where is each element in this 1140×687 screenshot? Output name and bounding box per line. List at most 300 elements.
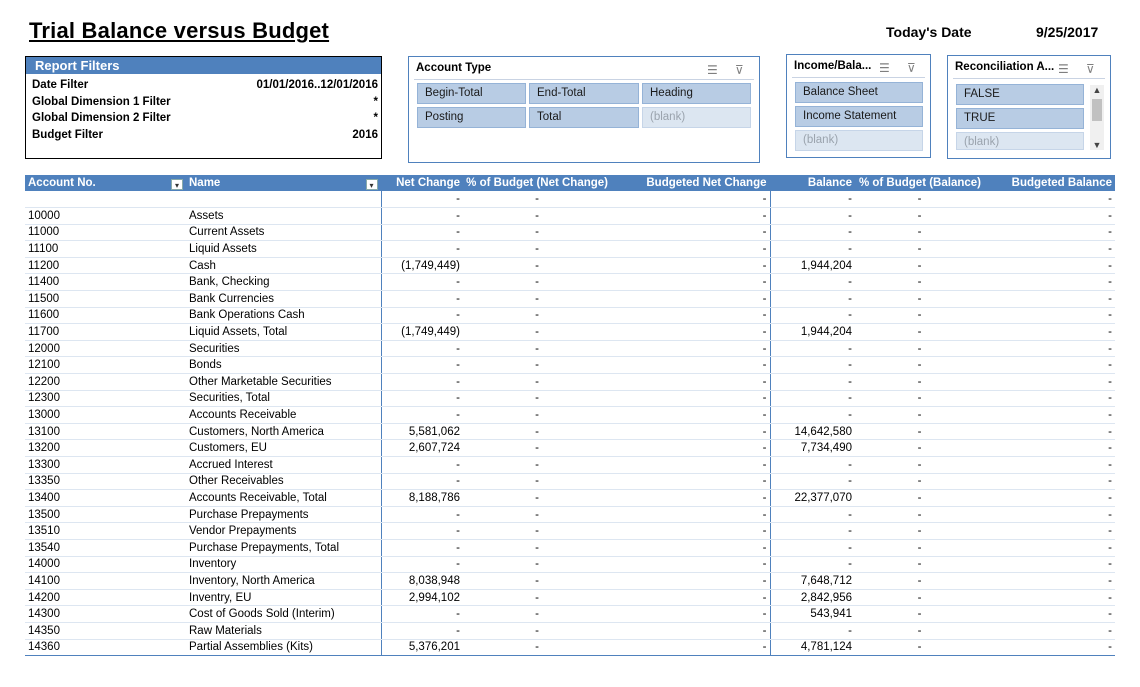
clear-filter-icon[interactable]: ⊽ xyxy=(735,63,744,77)
filter-value[interactable]: * xyxy=(373,112,378,124)
cell-budgeted-net-change[interactable]: - xyxy=(611,274,770,291)
cell-budgeted-balance[interactable]: - xyxy=(984,490,1115,507)
cell-budgeted-balance[interactable]: - xyxy=(984,556,1115,573)
cell-budgeted-balance[interactable]: - xyxy=(984,324,1115,341)
cell-account-no[interactable]: 11400 xyxy=(25,274,186,291)
multi-select-icon[interactable]: ☰ xyxy=(879,61,890,75)
filter-label: Budget Filter xyxy=(32,128,103,141)
cell-pct-budget-net-change[interactable]: - xyxy=(463,274,611,291)
table-row[interactable] xyxy=(25,307,1115,324)
slicer-item[interactable]: (blank) xyxy=(956,132,1084,150)
cell-pct-budget-balance[interactable]: - xyxy=(855,606,984,623)
clear-filter-icon[interactable]: ⊽ xyxy=(1086,62,1095,76)
column-header-balance[interactable]: Balance xyxy=(770,175,855,191)
cell-net-change[interactable]: - xyxy=(381,606,463,623)
table-row[interactable] xyxy=(25,506,1115,523)
cell-budgeted-balance[interactable]: - xyxy=(984,539,1115,556)
slicer-scrollbar[interactable] xyxy=(1090,85,1104,150)
cell-budgeted-net-change[interactable]: - xyxy=(611,208,770,225)
cell-budgeted-net-change[interactable]: - xyxy=(611,407,770,424)
cell-budgeted-net-change[interactable]: - xyxy=(611,390,770,407)
slicer-item[interactable]: Heading xyxy=(642,83,751,104)
cell-pct-budget-balance[interactable]: - xyxy=(855,224,984,241)
cell-budgeted-balance[interactable]: - xyxy=(984,606,1115,623)
cell-pct-budget-balance[interactable]: - xyxy=(855,407,984,424)
slicer-item[interactable]: End-Total xyxy=(529,83,639,104)
table-row[interactable] xyxy=(25,473,1115,490)
cell-budgeted-balance[interactable]: - xyxy=(984,589,1115,606)
cell-balance[interactable]: 2,842,956 xyxy=(770,589,855,606)
cell-budgeted-balance[interactable]: - xyxy=(984,291,1115,308)
table-row[interactable] xyxy=(25,208,1115,225)
column-header-account-no[interactable]: Account No. ▾ xyxy=(25,175,186,191)
cell-budgeted-net-change[interactable]: - xyxy=(611,440,770,457)
cell-pct-budget-balance[interactable]: - xyxy=(855,191,984,208)
cell-name[interactable]: Accounts Receivable xyxy=(186,407,381,424)
cell-account-no[interactable]: 11700 xyxy=(25,324,186,341)
cell-balance[interactable]: - xyxy=(770,506,855,523)
cell-pct-budget-net-change[interactable]: - xyxy=(463,208,611,225)
scroll-down-icon[interactable]: ▼ xyxy=(1092,140,1102,150)
cell-pct-budget-net-change[interactable]: - xyxy=(463,191,611,208)
cell-name[interactable]: Purchase Prepayments, Total xyxy=(186,539,381,556)
cell-budgeted-net-change[interactable]: - xyxy=(611,457,770,474)
column-header-budgeted-balance[interactable]: Budgeted Balance xyxy=(984,175,1115,191)
cell-budgeted-net-change[interactable]: - xyxy=(611,324,770,341)
todays-date-value[interactable]: 9/25/2017 xyxy=(1036,24,1099,40)
cell-pct-budget-net-change[interactable]: - xyxy=(463,224,611,241)
cell-account-no[interactable]: 13100 xyxy=(25,423,186,440)
cell-budgeted-balance[interactable]: - xyxy=(984,440,1115,457)
cell-budgeted-net-change[interactable]: - xyxy=(611,340,770,357)
slicer-item[interactable]: (blank) xyxy=(795,130,923,151)
cell-balance[interactable]: 543,941 xyxy=(770,606,855,623)
cell-account-no[interactable]: 14300 xyxy=(25,606,186,623)
cell-name[interactable]: Cash xyxy=(186,257,381,274)
column-header-name[interactable]: Name ▾ xyxy=(186,175,381,191)
cell-net-change[interactable]: - xyxy=(381,357,463,374)
cell-budgeted-balance[interactable]: - xyxy=(984,208,1115,225)
column-header-pct-budget-net-change[interactable]: % of Budget (Net Change) xyxy=(463,175,611,191)
cell-account-no[interactable]: 13200 xyxy=(25,440,186,457)
table-row[interactable] xyxy=(25,523,1115,540)
cell-account-no[interactable]: 11600 xyxy=(25,307,186,324)
filter-value[interactable]: 01/01/2016..12/01/2016 xyxy=(256,79,378,91)
cell-budgeted-net-change[interactable]: - xyxy=(611,606,770,623)
cell-budgeted-balance[interactable]: - xyxy=(984,473,1115,490)
cell-budgeted-balance[interactable]: - xyxy=(984,257,1115,274)
cell-pct-budget-net-change[interactable]: - xyxy=(463,556,611,573)
cell-net-change[interactable]: 8,038,948 xyxy=(381,573,463,590)
slicer-item[interactable]: (blank) xyxy=(642,107,751,128)
cell-pct-budget-net-change[interactable]: - xyxy=(463,506,611,523)
cell-balance[interactable]: 7,648,712 xyxy=(770,573,855,590)
cell-account-no[interactable]: 14000 xyxy=(25,556,186,573)
table-row[interactable] xyxy=(25,573,1115,590)
cell-name[interactable]: Other Marketable Securities xyxy=(186,374,381,391)
cell-name[interactable]: Liquid Assets xyxy=(186,241,381,258)
cell-pct-budget-net-change[interactable]: - xyxy=(463,291,611,308)
cell-name[interactable]: Accounts Receivable, Total xyxy=(186,490,381,507)
cell-net-change[interactable]: 2,994,102 xyxy=(381,589,463,606)
cell-account-no[interactable]: 11500 xyxy=(25,291,186,308)
cell-budgeted-balance[interactable]: - xyxy=(984,191,1115,208)
cell-pct-budget-net-change[interactable]: - xyxy=(463,473,611,490)
cell-pct-budget-net-change[interactable]: - xyxy=(463,440,611,457)
cell-balance[interactable]: - xyxy=(770,208,855,225)
cell-budgeted-net-change[interactable]: - xyxy=(611,224,770,241)
table-row[interactable] xyxy=(25,324,1115,341)
filter-row-dim1 xyxy=(26,94,381,111)
cell-pct-budget-balance[interactable]: - xyxy=(855,457,984,474)
cell-budgeted-net-change[interactable]: - xyxy=(611,241,770,258)
cell-net-change[interactable]: 5,581,062 xyxy=(381,423,463,440)
cell-budgeted-balance[interactable]: - xyxy=(984,506,1115,523)
cell-pct-budget-balance[interactable]: - xyxy=(855,539,984,556)
cell-name[interactable]: Accrued Interest xyxy=(186,457,381,474)
cell-pct-budget-balance[interactable]: - xyxy=(855,357,984,374)
cell-pct-budget-balance[interactable]: - xyxy=(855,257,984,274)
cell-balance[interactable]: - xyxy=(770,274,855,291)
multi-select-icon[interactable]: ☰ xyxy=(1058,62,1069,76)
table-row[interactable] xyxy=(25,423,1115,440)
cell-pct-budget-balance[interactable]: - xyxy=(855,506,984,523)
cell-balance[interactable]: - xyxy=(770,473,855,490)
cell-budgeted-net-change[interactable]: - xyxy=(611,556,770,573)
cell-account-no[interactable]: 11000 xyxy=(25,224,186,241)
cell-pct-budget-net-change[interactable]: - xyxy=(463,357,611,374)
cell-budgeted-balance[interactable]: - xyxy=(984,357,1115,374)
cell-account-no[interactable]: 13540 xyxy=(25,539,186,556)
table-row[interactable] xyxy=(25,457,1115,474)
cell-balance[interactable]: 4,781,124 xyxy=(770,639,855,656)
cell-name[interactable] xyxy=(186,191,381,208)
cell-account-no[interactable]: 13500 xyxy=(25,506,186,523)
cell-name[interactable]: Bank Operations Cash xyxy=(186,307,381,324)
cell-balance[interactable]: - xyxy=(770,390,855,407)
cell-budgeted-net-change[interactable]: - xyxy=(611,423,770,440)
cell-budgeted-balance[interactable]: - xyxy=(984,307,1115,324)
column-header-net-change[interactable]: Net Change xyxy=(381,175,463,191)
cell-net-change[interactable]: 8,188,786 xyxy=(381,490,463,507)
cell-name[interactable]: Partial Assemblies (Kits) xyxy=(186,639,381,656)
cell-budgeted-net-change[interactable]: - xyxy=(611,473,770,490)
column-header-pct-budget-balance[interactable]: % of Budget (Balance) xyxy=(855,175,984,191)
cell-pct-budget-net-change[interactable]: - xyxy=(463,622,611,639)
cell-net-change[interactable]: - xyxy=(381,457,463,474)
cell-budgeted-balance[interactable]: - xyxy=(984,523,1115,540)
cell-pct-budget-net-change[interactable]: - xyxy=(463,457,611,474)
cell-account-no[interactable]: 12100 xyxy=(25,357,186,374)
cell-budgeted-net-change[interactable]: - xyxy=(611,357,770,374)
cell-name[interactable]: Cost of Goods Sold (Interim) xyxy=(186,606,381,623)
cell-balance[interactable]: - xyxy=(770,357,855,374)
cell-net-change[interactable]: (1,749,449) xyxy=(381,324,463,341)
slicer-divider xyxy=(414,79,754,80)
cell-balance[interactable]: 1,944,204 xyxy=(770,257,855,274)
cell-budgeted-balance[interactable]: - xyxy=(984,374,1115,391)
cell-pct-budget-balance[interactable]: - xyxy=(855,440,984,457)
cell-pct-budget-balance[interactable]: - xyxy=(855,622,984,639)
cell-account-no[interactable]: 14360 xyxy=(25,639,186,656)
cell-budgeted-net-change[interactable]: - xyxy=(611,374,770,391)
cell-budgeted-net-change[interactable]: - xyxy=(611,257,770,274)
cell-account-no[interactable]: 12300 xyxy=(25,390,186,407)
cell-pct-budget-net-change[interactable]: - xyxy=(463,589,611,606)
filter-row-date xyxy=(26,77,381,94)
cell-budgeted-net-change[interactable]: - xyxy=(611,639,770,656)
clear-filter-icon[interactable]: ⊽ xyxy=(907,61,916,75)
cell-pct-budget-balance[interactable]: - xyxy=(855,423,984,440)
slicer-item[interactable]: Income Statement xyxy=(795,106,923,127)
cell-net-change[interactable]: - xyxy=(381,191,463,208)
cell-pct-budget-net-change[interactable]: - xyxy=(463,606,611,623)
cell-net-change[interactable]: - xyxy=(381,539,463,556)
cell-name[interactable]: Assets xyxy=(186,208,381,225)
cell-pct-budget-net-change[interactable]: - xyxy=(463,639,611,656)
table-row[interactable] xyxy=(25,539,1115,556)
slicer-item[interactable]: TRUE xyxy=(956,108,1084,129)
cell-net-change[interactable]: - xyxy=(381,407,463,424)
cell-pct-budget-net-change[interactable]: - xyxy=(463,490,611,507)
cell-pct-budget-net-change[interactable]: - xyxy=(463,407,611,424)
table-row[interactable] xyxy=(25,606,1115,623)
cell-net-change[interactable]: 5,376,201 xyxy=(381,639,463,656)
cell-net-change[interactable]: - xyxy=(381,274,463,291)
cell-balance[interactable]: - xyxy=(770,340,855,357)
table-row[interactable] xyxy=(25,390,1115,407)
table-row[interactable] xyxy=(25,440,1115,457)
cell-budgeted-net-change[interactable]: - xyxy=(611,490,770,507)
cell-name[interactable]: Current Assets xyxy=(186,224,381,241)
cell-balance[interactable]: - xyxy=(770,457,855,474)
cell-balance[interactable]: - xyxy=(770,307,855,324)
cell-budgeted-net-change[interactable]: - xyxy=(611,307,770,324)
cell-account-no[interactable]: 11200 xyxy=(25,257,186,274)
cell-budgeted-net-change[interactable]: - xyxy=(611,523,770,540)
cell-pct-budget-net-change[interactable]: - xyxy=(463,241,611,258)
column-filter-dropdown-icon[interactable]: ▾ xyxy=(366,179,378,190)
cell-name[interactable]: Bank Currencies xyxy=(186,291,381,308)
cell-balance[interactable]: - xyxy=(770,407,855,424)
cell-net-change[interactable]: - xyxy=(381,307,463,324)
cell-account-no[interactable]: 13510 xyxy=(25,523,186,540)
report-filters-panel xyxy=(25,56,382,159)
cell-pct-budget-net-change[interactable]: - xyxy=(463,324,611,341)
slicer-item[interactable]: Total xyxy=(529,107,639,128)
cell-net-change[interactable]: (1,749,449) xyxy=(381,257,463,274)
cell-budgeted-balance[interactable]: - xyxy=(984,340,1115,357)
table-row[interactable] xyxy=(25,257,1115,274)
cell-budgeted-net-change[interactable]: - xyxy=(611,573,770,590)
cell-budgeted-net-change[interactable]: - xyxy=(611,622,770,639)
cell-pct-budget-net-change[interactable]: - xyxy=(463,573,611,590)
cell-name[interactable]: Customers, EU xyxy=(186,440,381,457)
cell-budgeted-balance[interactable]: - xyxy=(984,274,1115,291)
table-row[interactable] xyxy=(25,490,1115,507)
cell-budgeted-balance[interactable]: - xyxy=(984,573,1115,590)
cell-pct-budget-balance[interactable]: - xyxy=(855,490,984,507)
cell-account-no[interactable]: 11100 xyxy=(25,241,186,258)
cell-pct-budget-balance[interactable]: - xyxy=(855,208,984,225)
filter-value[interactable]: 2016 xyxy=(352,128,378,141)
cell-account-no[interactable]: 14200 xyxy=(25,589,186,606)
cell-pct-budget-net-change[interactable]: - xyxy=(463,539,611,556)
cell-budgeted-balance[interactable]: - xyxy=(984,457,1115,474)
cell-pct-budget-net-change[interactable]: - xyxy=(463,340,611,357)
cell-account-no[interactable]: 12200 xyxy=(25,374,186,391)
cell-name[interactable]: Other Receivables xyxy=(186,473,381,490)
slicer-account-type xyxy=(408,56,760,163)
cell-net-change[interactable]: - xyxy=(381,208,463,225)
cell-name[interactable]: Inventory xyxy=(186,556,381,573)
cell-pct-budget-balance[interactable]: - xyxy=(855,589,984,606)
cell-balance[interactable]: - xyxy=(770,191,855,208)
cell-name[interactable]: Vendor Prepayments xyxy=(186,523,381,540)
slicer-item[interactable]: Balance Sheet xyxy=(795,82,923,103)
cell-budgeted-net-change[interactable]: - xyxy=(611,589,770,606)
cell-name[interactable]: Securities xyxy=(186,340,381,357)
cell-budgeted-balance[interactable]: - xyxy=(984,622,1115,639)
table-row[interactable] xyxy=(25,224,1115,241)
cell-name[interactable]: Inventory, North America xyxy=(186,573,381,590)
cell-pct-budget-net-change[interactable]: - xyxy=(463,307,611,324)
filter-row-dim2 xyxy=(26,110,381,127)
cell-balance[interactable]: - xyxy=(770,556,855,573)
cell-account-no[interactable]: 14100 xyxy=(25,573,186,590)
cell-budgeted-net-change[interactable]: - xyxy=(611,291,770,308)
cell-net-change[interactable]: - xyxy=(381,506,463,523)
cell-budgeted-net-change[interactable]: - xyxy=(611,539,770,556)
cell-name[interactable]: Liquid Assets, Total xyxy=(186,324,381,341)
cell-budgeted-balance[interactable]: - xyxy=(984,224,1115,241)
cell-pct-budget-balance[interactable]: - xyxy=(855,556,984,573)
cell-pct-budget-balance[interactable]: - xyxy=(855,374,984,391)
cell-account-no[interactable]: 14350 xyxy=(25,622,186,639)
cell-pct-budget-balance[interactable]: - xyxy=(855,573,984,590)
cell-pct-budget-balance[interactable]: - xyxy=(855,340,984,357)
cell-budgeted-balance[interactable]: - xyxy=(984,423,1115,440)
cell-budgeted-net-change[interactable]: - xyxy=(611,506,770,523)
cell-pct-budget-balance[interactable]: - xyxy=(855,291,984,308)
cell-pct-budget-balance[interactable]: - xyxy=(855,324,984,341)
cell-pct-budget-net-change[interactable]: - xyxy=(463,523,611,540)
cell-pct-budget-balance[interactable]: - xyxy=(855,390,984,407)
table-row[interactable] xyxy=(25,241,1115,258)
table-row[interactable] xyxy=(25,589,1115,606)
cell-account-no[interactable]: 13300 xyxy=(25,457,186,474)
cell-balance[interactable]: - xyxy=(770,241,855,258)
cell-balance[interactable]: 1,944,204 xyxy=(770,324,855,341)
cell-budgeted-balance[interactable]: - xyxy=(984,407,1115,424)
cell-account-no[interactable]: 13000 xyxy=(25,407,186,424)
filter-value[interactable]: * xyxy=(373,95,378,108)
cell-balance[interactable]: 7,734,490 xyxy=(770,440,855,457)
table-row[interactable] xyxy=(25,556,1115,573)
cell-name[interactable]: Raw Materials xyxy=(186,622,381,639)
cell-name[interactable]: Purchase Prepayments xyxy=(186,506,381,523)
cell-name[interactable]: Bank, Checking xyxy=(186,274,381,291)
cell-name[interactable]: Securities, Total xyxy=(186,390,381,407)
todays-date-label: Today's Date xyxy=(886,24,972,40)
table-row[interactable] xyxy=(25,291,1115,308)
cell-account-no[interactable]: 12000 xyxy=(25,340,186,357)
cell-name[interactable]: Bonds xyxy=(186,357,381,374)
slicer-item[interactable]: Begin-Total xyxy=(417,83,526,104)
table-row[interactable] xyxy=(25,374,1115,391)
table-row[interactable] xyxy=(25,622,1115,639)
slicer-item[interactable]: Posting xyxy=(417,107,526,128)
cell-account-no[interactable]: 10000 xyxy=(25,208,186,225)
table-row[interactable] xyxy=(25,191,1115,208)
slicer-item[interactable]: FALSE xyxy=(956,84,1084,105)
cell-net-change[interactable]: - xyxy=(381,523,463,540)
cell-pct-budget-balance[interactable]: - xyxy=(855,274,984,291)
cell-pct-budget-balance[interactable]: - xyxy=(855,307,984,324)
column-header-budgeted-net-change[interactable]: Budgeted Net Change xyxy=(611,175,770,191)
cell-balance[interactable]: 14,642,580 xyxy=(770,423,855,440)
cell-net-change[interactable]: - xyxy=(381,241,463,258)
column-filter-dropdown-icon[interactable]: ▾ xyxy=(171,179,183,190)
table-row[interactable] xyxy=(25,407,1115,424)
cell-net-change[interactable]: - xyxy=(381,556,463,573)
cell-net-change[interactable]: - xyxy=(381,224,463,241)
table-row[interactable] xyxy=(25,340,1115,357)
cell-balance[interactable]: - xyxy=(770,539,855,556)
cell-net-change[interactable]: 2,607,724 xyxy=(381,440,463,457)
cell-name[interactable]: Customers, North America xyxy=(186,423,381,440)
cell-balance[interactable]: - xyxy=(770,523,855,540)
cell-balance[interactable]: - xyxy=(770,622,855,639)
cell-budgeted-balance[interactable]: - xyxy=(984,639,1115,656)
cell-balance[interactable]: - xyxy=(770,224,855,241)
cell-budgeted-net-change[interactable]: - xyxy=(611,191,770,208)
cell-balance[interactable]: - xyxy=(770,374,855,391)
cell-pct-budget-net-change[interactable]: - xyxy=(463,374,611,391)
cell-pct-budget-net-change[interactable]: - xyxy=(463,390,611,407)
cell-account-no[interactable] xyxy=(25,191,186,208)
cell-net-change[interactable]: - xyxy=(381,622,463,639)
multi-select-icon[interactable]: ☰ xyxy=(707,63,718,77)
cell-account-no[interactable]: 13400 xyxy=(25,490,186,507)
cell-budgeted-balance[interactable]: - xyxy=(984,390,1115,407)
cell-pct-budget-balance[interactable]: - xyxy=(855,473,984,490)
cell-balance[interactable]: 22,377,070 xyxy=(770,490,855,507)
cell-account-no[interactable]: 13350 xyxy=(25,473,186,490)
cell-pct-budget-balance[interactable]: - xyxy=(855,241,984,258)
cell-pct-budget-balance[interactable]: - xyxy=(855,523,984,540)
cell-pct-budget-net-change[interactable]: - xyxy=(463,423,611,440)
cell-name[interactable]: Inventry, EU xyxy=(186,589,381,606)
cell-net-change[interactable]: - xyxy=(381,390,463,407)
trial-balance-table xyxy=(25,175,1115,656)
cell-pct-budget-balance[interactable]: - xyxy=(855,639,984,656)
cell-pct-budget-net-change[interactable]: - xyxy=(463,257,611,274)
table-row[interactable] xyxy=(25,357,1115,374)
scrollbar-thumb[interactable] xyxy=(1092,99,1102,121)
cell-net-change[interactable]: - xyxy=(381,374,463,391)
scroll-up-icon[interactable]: ▲ xyxy=(1092,85,1102,95)
table-row[interactable] xyxy=(25,274,1115,291)
table-row[interactable] xyxy=(25,639,1115,656)
slicer-title xyxy=(787,55,930,77)
cell-net-change[interactable]: - xyxy=(381,473,463,490)
cell-net-change[interactable]: - xyxy=(381,340,463,357)
cell-balance[interactable]: - xyxy=(770,291,855,308)
cell-net-change[interactable]: - xyxy=(381,291,463,308)
slicer-title-text: Reconciliation A... xyxy=(955,61,1055,73)
cell-budgeted-balance[interactable]: - xyxy=(984,241,1115,258)
